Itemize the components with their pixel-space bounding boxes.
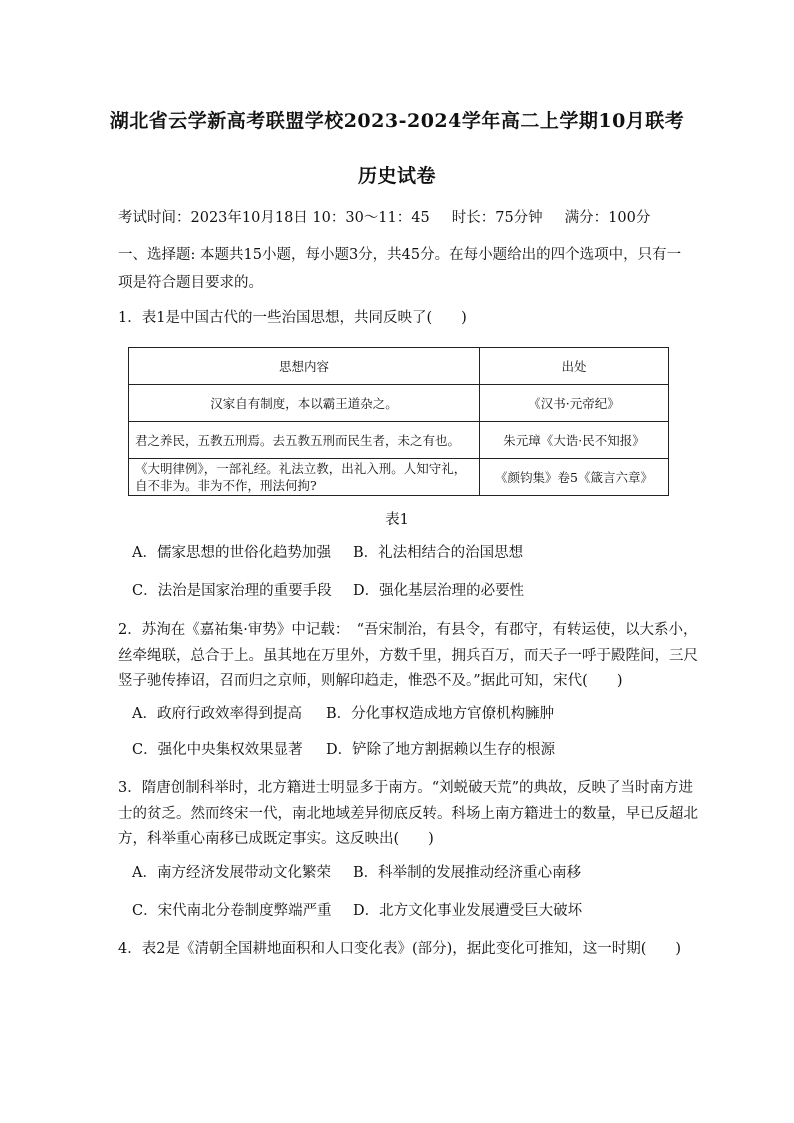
q3-option-c[interactable]: C．宋代南北分卷制度弊端严重 [132, 903, 332, 919]
q2-option-d[interactable]: D．铲除了地方割据赖以生存的根源 [326, 742, 556, 758]
q3-option-a[interactable]: A．南方经济发展带动文化繁荣 [132, 865, 331, 881]
table-cell: 《大明律例》，一部礼经。礼法立教，出礼入刑。人知守礼，自不非为。非为不作，刑法何拘? [129, 459, 480, 496]
q2-line2: 丝牵绳联，总合于上。虽其地在万里外，方数千里，拥兵百万，而天子一呼于殿陛间，三尺 [118, 648, 698, 664]
q1-table [128, 347, 669, 496]
table-row [129, 459, 669, 496]
q3-option-d[interactable]: D．北方文化事业发展遭受巨大破坏 [353, 903, 583, 919]
section-instruction-line1: 一、选择题: 本题共15小题，每小题3分，共45分。在每小题给出的四个选项中，只有一 [118, 247, 682, 263]
q3-option-b[interactable]: B．科举制的发展推动经济重心南移 [353, 865, 582, 881]
q2-option-c[interactable]: C．强化中央集权效果显著 [132, 742, 303, 758]
section-instruction-line2: 项是符合题目要求的。 [118, 275, 263, 291]
exam-duration: 时长：75分钟 [451, 210, 543, 226]
q1-option-d[interactable]: D．强化基层治理的必要性 [353, 583, 525, 599]
q1-option-b[interactable]: B．礼法相结合的治国思想 [353, 545, 524, 561]
q1-option-a[interactable]: A．儒家思想的世俗化趋势加强 [132, 545, 331, 561]
q1-stem: 1．表1是中国古代的一些治国思想，共同反映了( ) [118, 310, 467, 326]
q2-option-a[interactable]: A．政府行政效率得到提高 [132, 706, 302, 722]
exam-info [118, 208, 686, 228]
table-row [129, 385, 669, 422]
q2-option-b[interactable]: B．分化事权造成地方官僚机构臃肿 [326, 706, 555, 722]
table-cell: 君之养民，五教五刑焉。去五教五刑而民生者，未之有也。 [129, 422, 480, 459]
table-header-content: 思想内容 [129, 348, 480, 385]
table-cell: 朱元璋《大诰·民不知报》 [480, 422, 669, 459]
table-header-row [129, 348, 669, 385]
q3-line3: 方，科举重心南移已成既定事实。这反映出( ) [118, 831, 434, 847]
table-header-source: 出处 [480, 348, 669, 385]
table-cell: 《颜钧集》卷5《箴言六章》 [480, 459, 669, 496]
exam-subtitle: 历史试卷 [357, 165, 436, 187]
table-row [129, 422, 669, 459]
q2-line3: 竖子驰传捧诏，召而归之京师，则解印趋走，惟恐不及。”据此可知，宋代( ) [118, 673, 623, 689]
table-cell: 《汉书·元帝纪》 [480, 385, 669, 422]
table-cell: 汉家自有制度，本以霸王道杂之。 [129, 385, 480, 422]
exam-score: 满分：100分 [564, 210, 651, 226]
table-caption: 表1 [385, 512, 409, 528]
q3-line1: 3．隋唐创制科举时，北方籍进士明显多于南方。“刘蜕破天荒”的典故，反映了当时南方进 [118, 780, 694, 796]
q3-line2: 士的贫乏。然而终宋一代，南北地域差异彻底反转。科场上南方籍进士的数量，早已反超北 [118, 806, 698, 822]
q2-line1: 2．苏洵在《嘉祐集·审势》中记载： “吾宋制治，有县令，有郡守，有转运使，以大系小， [118, 622, 698, 638]
q1-option-c[interactable]: C．法治是国家治理的重要手段 [132, 583, 332, 599]
exam-time: 考试时间：2023年10月18日 10：30～11：45 [118, 210, 430, 226]
q4-stem: 4．表2是《清朝全国耕地面积和人口变化表》(部分)，据此变化可推知，这一时期( ) [118, 941, 682, 957]
exam-title: 湖北省云学新高考联盟学校2023-2024学年高二上学期10月联考 [109, 110, 685, 132]
